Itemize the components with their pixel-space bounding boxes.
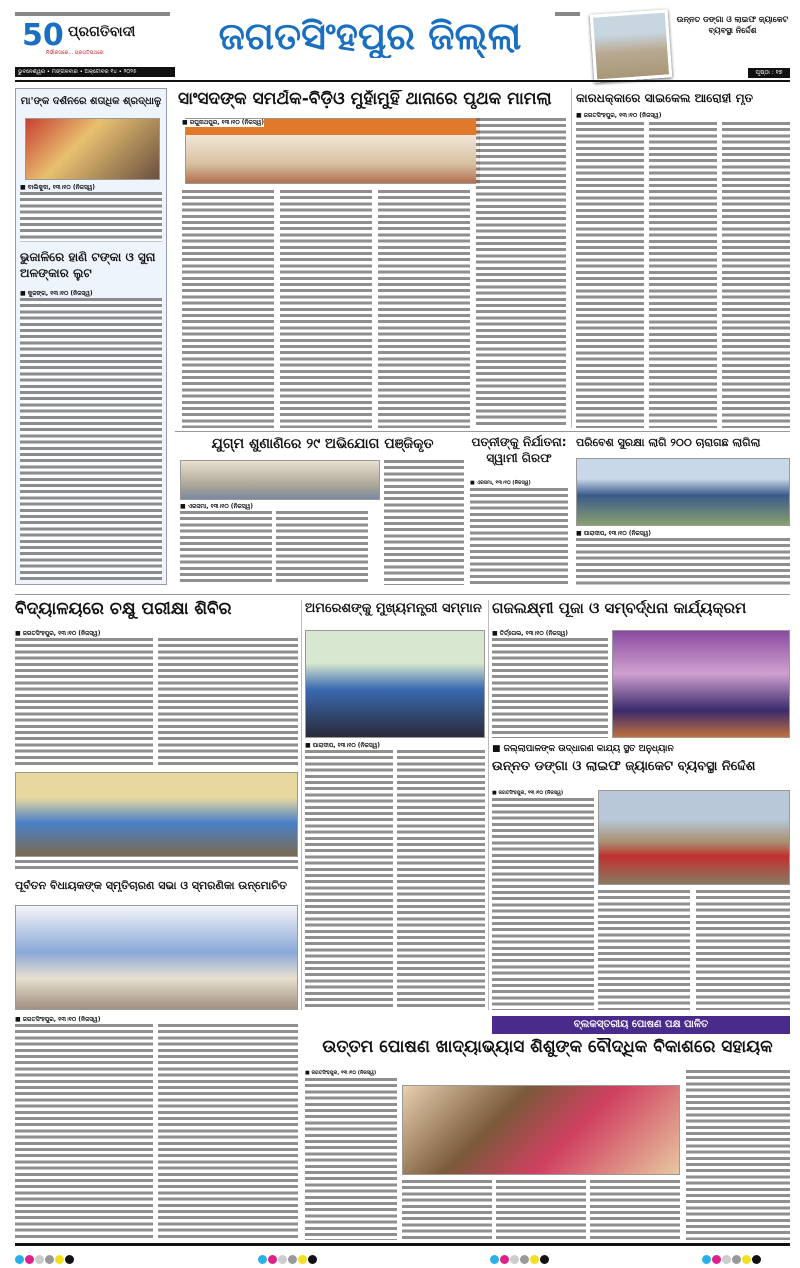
fold-rule (15, 594, 790, 595)
arrest-headline[interactable]: ପତ୍ନୀଙ୍କୁ ନିର୍ଯାତନା: ସ୍ୱାମୀ ଗିରଫ (471, 435, 567, 465)
temple-dateline: ■ ବାଲିକୁଦା, ୧୩।୧୦ (ନିଜସ୍ୱ) (20, 184, 96, 191)
arrest-dateline: ■ ଏରସମା, ୧୩।୧୦ (ନିଜସ୍ୱ) (470, 480, 531, 486)
color-registration-marks (490, 1249, 550, 1268)
teaser-text[interactable]: ଉନ୍ନତ ଡଙ୍ଗା ଓ ଲାଇଫ ଜ୍ୟାକେଟ ବ୍ୟବସ୍ଥା ନିର୍ଦ୍ଦେଶ (676, 15, 789, 36)
nutrition-banner[interactable]: ବ୍ଲକସ୍ତରୀୟ ପୋଷଣ ପକ୍ଷ ପାଳିତ (492, 1016, 790, 1034)
award-headline[interactable]: ଅମରେଶଙ୍କୁ ମୁଖ୍ୟମନ୍ତ୍ରୀ ସମ୍ମାନ (305, 602, 482, 616)
temple-headline[interactable]: ମା'ଙ୍କ ଦର୍ଶନରେ ଶତାଧିକ ଶ୍ରଦ୍ଧାଳୁ (20, 96, 162, 107)
accident-body-col3 (722, 122, 790, 428)
mp-body-col1 (182, 190, 274, 428)
column-divider (301, 600, 302, 1010)
eye-headline[interactable]: ବିଦ୍ୟାଳୟରେ ଚକ୍ଷୁ ପରୀକ୍ଷା ଶିବିର (15, 600, 232, 619)
puja-dateline: ■ ତିର୍ତ୍ତୋଲ, ୧୩।୧୦ (ନିଜସ୍ୱ) (492, 630, 568, 637)
accident-body-col1 (576, 122, 644, 428)
brand-name: ପ୍ରଗତିବାଦୀ (68, 24, 136, 40)
nutrition-dateline: ■ ଜଗତସିଂହପୁର, ୧୩।୧୦ (ନିଜସ୍ୱ) (305, 1070, 377, 1076)
hearing-body-col2 (276, 511, 368, 585)
anniversary-mark: 50 (22, 18, 64, 53)
teaser-photo[interactable] (590, 9, 673, 82)
column-divider (571, 88, 572, 428)
award-dateline: ■ ପାରାଦୀପ, ୧୩।୧୦ (ନିଜସ୍ୱ) (305, 742, 380, 749)
hearing-dateline: ■ ଏରସମା, ୧୩।୧୦ (ନିଜସ୍ୱ) (180, 503, 253, 510)
boats-headline[interactable]: ଉନ୍ନତ ଡଙ୍ଗା ଓ ଲାଇଫ ଜ୍ୟାକେଟ ବ୍ୟବସ୍ଥା ନିର୍ଦ୍ଦେଶ (492, 760, 756, 774)
eye-dateline: ■ ଜଗତସିଂହପୁର, ୧୩।୧୦ (ନିଜସ୍ୱ) (15, 630, 101, 637)
loot-body (20, 298, 162, 580)
nutrition-body-col3 (496, 1180, 586, 1240)
column-divider (488, 600, 489, 1010)
mp-body-col4 (476, 118, 566, 428)
temple-body (20, 192, 162, 242)
color-registration-marks (258, 1249, 318, 1268)
saplings-body (576, 538, 790, 585)
memorial-body-col1 (15, 1024, 153, 1240)
hearing-photo (180, 460, 380, 500)
award-body-col1 (305, 750, 393, 1010)
saplings-photo (576, 458, 790, 526)
puja-body (492, 638, 608, 738)
nutrition-body-col4 (590, 1180, 680, 1240)
award-photo (305, 630, 485, 738)
puja-photo (612, 630, 790, 738)
boats-body-col2 (598, 890, 690, 1010)
hearing-body-col3 (384, 460, 464, 585)
arrest-body (470, 488, 568, 585)
color-registration-marks (15, 1249, 75, 1268)
footer-rule (15, 1243, 790, 1246)
boats-photo (598, 790, 790, 885)
memorial-photo (15, 905, 298, 1010)
accident-body-col2 (649, 122, 717, 428)
accident-headline[interactable]: କାରଧକ୍କାରେ ସାଇକେଲ ଆରୋହୀ ମୃତ (576, 92, 754, 105)
accident-dateline: ■ ଜଗତସିଂହପୁର, ୧୩।୧୦ (ନିଜସ୍ୱ) (576, 112, 662, 119)
memorial-headline[interactable]: ପୂର୍ବତନ ବିଧାୟକଙ୍କ ସ୍ମୃତିଚାରଣ ସଭା ଓ ସ୍ମରଣିକା ଉନ୍ମୋଚିତ (15, 880, 287, 892)
nutrition-body-col2 (402, 1180, 492, 1240)
page-number: ପୃଷ୍ଠା : ୧୭ (748, 68, 790, 78)
boats-kicker[interactable]: ■ ଜିଲ୍ଲାପାଳଙ୍କ ଉଦ୍ଧାରଣ କାର୍ଯ୍ୟ ସ୍ଥିତି ଅନୁଧ୍ୟାନ (492, 745, 674, 754)
masthead-title: ଜଗତସିଂହପୁର ଜିଲ୍ଲା (218, 16, 522, 58)
saplings-headline[interactable]: ପରିବେଶ ସୁରକ୍ଷା ଲାଗି ୨୦୦ ଚାରାଗଛ ଲାଗିଲା (576, 437, 761, 449)
newspaper-logo (18, 18, 168, 62)
nutrition-photo (402, 1085, 680, 1175)
temple-photo (25, 118, 160, 180)
boats-body-col3 (696, 890, 790, 1010)
loot-dateline: ■ କୁଜଙ୍ଗ, ୧୩।୧୦ (ନିଜସ୍ୱ) (20, 290, 93, 297)
mp-dateline: ■ ରଘୁନାଥପୁର, ୧୩।୧୦ (ନିଜସ୍ୱ) (182, 119, 264, 126)
memorial-body-col2 (158, 1024, 298, 1240)
mp-photo (185, 118, 480, 184)
masthead-rule (15, 80, 790, 82)
mp-headline[interactable]: ସାଂସଦଙ୍କ ସମର୍ଥକ-ବିଡ଼ିଓ ମୁହାଁମୁହିଁ ଥାନାରେ ପୃଥକ ମାମଲା (178, 90, 552, 109)
brand-tagline: ନିର୍ଭୀକତାରେ... ପ୍ରଗତିପଥରେ (46, 50, 104, 56)
mp-body-col3 (378, 190, 470, 428)
eye-body-col1 (15, 638, 153, 768)
top-rule-left (15, 12, 170, 16)
nutrition-body-col1 (305, 1078, 397, 1240)
eye-body-col2 (158, 638, 298, 768)
hearing-body-col1 (180, 511, 272, 585)
dateline-bar: ଭୁବନେଶ୍ୱର • ମଙ୍ଗଳବାର • ଅକ୍ଟୋବର ୧୪ • ୨୦୨୫ (15, 67, 175, 77)
mp-body-col2 (280, 190, 372, 428)
nutrition-headline[interactable]: ଉତ୍ତମ ପୋଷଣ ଖାଦ୍ୟାଭ୍ୟାସ ଶିଶୁଙ୍କ ବୌଦ୍ଧିକ ବିକାଶରେ ସହାୟକ (322, 1038, 773, 1057)
eye-caption (15, 860, 298, 872)
puja-headline[interactable]: ଗଜଲକ୍ଷ୍ମୀ ପୂଜା ଓ ସମ୍ବର୍ଦ୍ଧନା କାର୍ଯ୍ୟକ୍ରମ (492, 600, 747, 617)
nutrition-body-col5 (686, 1070, 790, 1240)
section-rule (175, 431, 790, 432)
loot-headline[interactable]: ଭୁଜାଳିରେ ହାଣି ଟଙ୍କା ଓ ସୁନା ଅଳଙ୍କାର ଲୁଟ (20, 250, 156, 280)
memorial-dateline: ■ ଜଗତସିଂହପୁର, ୧୩।୧୦ (ନିଜସ୍ୱ) (15, 1016, 101, 1023)
boats-body-col1 (492, 798, 594, 1010)
color-registration-marks (702, 1249, 762, 1268)
hearing-headline[interactable]: ଯୁଗ୍ମ ଶୁଣାଣିରେ ୨୯ ଅଭିଯୋଗ ପଞ୍ଜିକୃତ (211, 437, 434, 452)
award-body-col2 (397, 750, 485, 1010)
eye-photo (15, 772, 298, 857)
saplings-dateline: ■ ପାରାଦୀପ, ୧୩।୧୦ (ନିଜସ୍ୱ) (576, 530, 651, 537)
boats-dateline: ■ ଜଗତସିଂହପୁର, ୧୩।୧୦ (ନିଜସ୍ୱ) (492, 790, 564, 796)
